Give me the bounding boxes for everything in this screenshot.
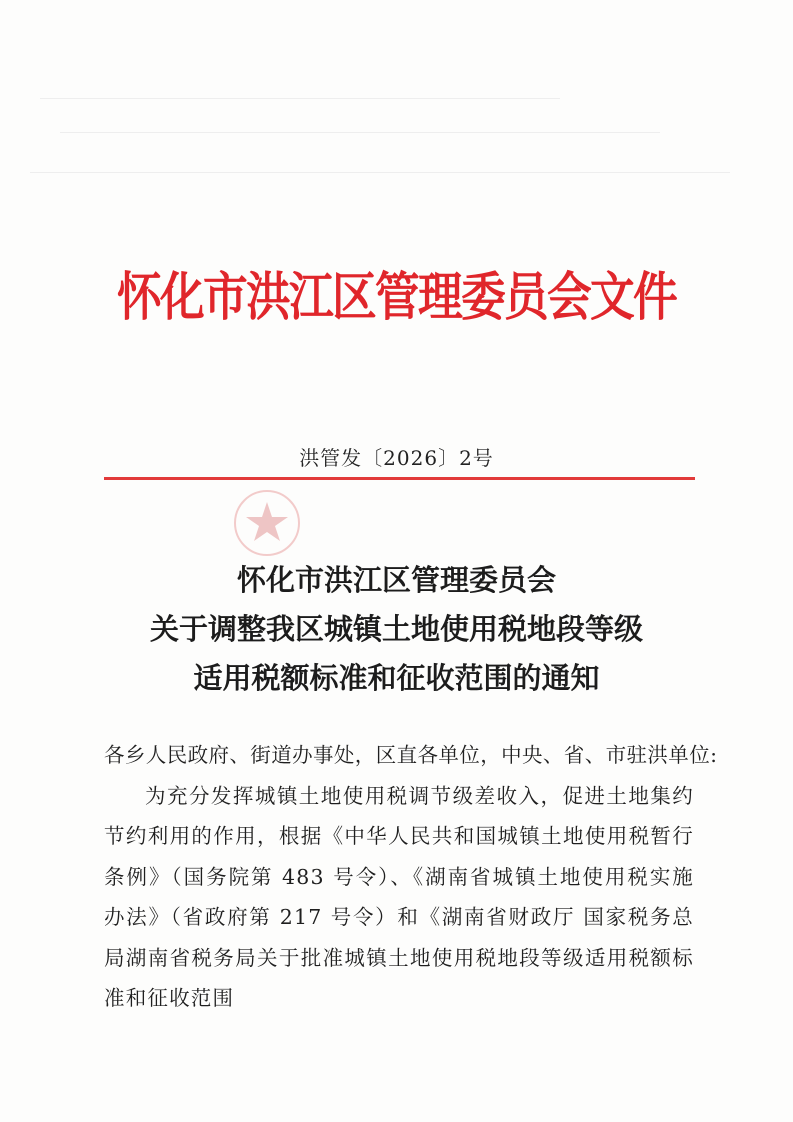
title-line-2: 关于调整我区城镇土地使用税地段等级 <box>149 612 643 646</box>
document-body <box>104 735 718 1019</box>
issuer-red-header: 怀化市洪江区管理委员会文件 <box>116 268 676 328</box>
scan-artifact-line <box>40 98 560 99</box>
scan-artifact-line <box>60 132 660 133</box>
body-paragraph: 为充分发挥城镇土地使用税调节级差收入，促进土地集约节约利用的作用，根据《中华人民共和国城镇土地使用税暂行条例》（国务院第 483 号令）、《湖南省城镇土地使用税实施办法》（省政府第 217 号令）和《湖南省财政厅 国家税务总局湖南省税务局关于批准城镇土地使用税地段等级适用税额标准和征收范围 <box>104 783 694 1010</box>
document-number: 洪管发〔2026〕2号 <box>299 446 494 470</box>
title-line-3: 适用税额标准和征收范围的通知 <box>193 661 600 695</box>
salutation: 各乡人民政府、街道办事处，区直各单位，中央、省、市驻洪单位: <box>104 743 718 767</box>
official-seal-stamp-icon <box>232 488 302 558</box>
title-line-1: 怀化市洪江区管理委员会 <box>236 563 556 597</box>
red-divider-rule <box>104 477 695 480</box>
scan-artifact-line <box>30 172 730 173</box>
document-title <box>0 556 793 703</box>
